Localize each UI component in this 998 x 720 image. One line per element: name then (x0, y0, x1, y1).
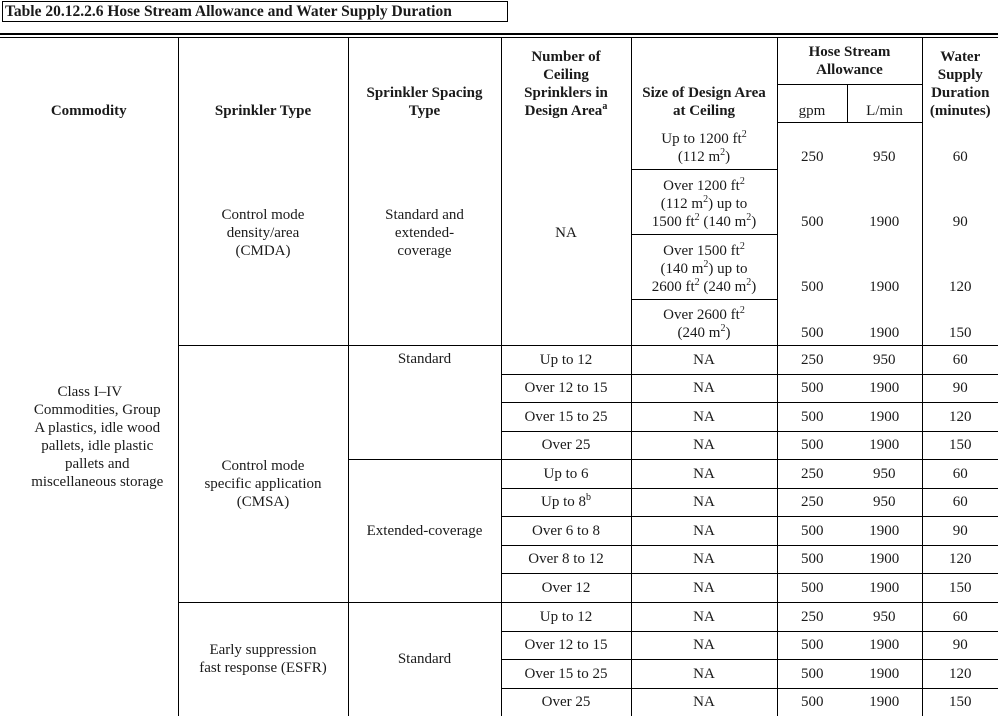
gpm-cell: 500 (777, 374, 847, 402)
num-sprinklers-cell: Up to 6 (501, 459, 631, 488)
gpm-cell: 500 (777, 659, 847, 688)
num-sprinklers-cell: Over 15 to 25 (501, 659, 631, 688)
duration-cell: 60 (922, 459, 998, 488)
col-header-gpm: gpm (777, 84, 847, 122)
gpm-cell: 250 (777, 602, 847, 631)
gpm-cell: 500 (777, 545, 847, 573)
gpm-cell: 500 (777, 573, 847, 602)
num-sprinklers-cell: Over 6 to 8 (501, 516, 631, 545)
design-area-cell: NA (631, 659, 777, 688)
num-sprinklers-cell: Over 25 (501, 431, 631, 459)
col-header-sprinkler-type: Sprinkler Type (178, 38, 348, 122)
duration-cell: 90 (922, 516, 998, 545)
duration-cell: 90 (922, 631, 998, 659)
gpm-cell: 500 (777, 169, 847, 234)
lmin-cell: 950 (847, 488, 922, 516)
duration-cell: 60 (922, 345, 998, 374)
sprinkler-type-esfr: Early suppression fast response (ESFR) (178, 602, 348, 716)
duration-cell: 90 (922, 374, 998, 402)
design-area-cell: Over 2600 $ft^2$ (240 $m^2$) (631, 299, 777, 345)
num-sprinklers-cell: Over 12 to 15 (501, 631, 631, 659)
hose-stream-table (0, 38, 998, 716)
lmin-cell: 1900 (847, 659, 922, 688)
col-header-spacing-type: Sprinkler Spacing Type (348, 38, 501, 122)
gpm-cell: 500 (777, 516, 847, 545)
duration-cell: 60 (922, 122, 998, 169)
gpm-cell: 500 (777, 688, 847, 716)
col-header-design-area: Size of Design Area at Ceiling (631, 38, 777, 122)
design-area-cell: NA (631, 573, 777, 602)
gpm-cell: 250 (777, 345, 847, 374)
col-header-water-supply: Water Supply Duration (minutes) (922, 38, 998, 122)
design-area-cell: NA (631, 345, 777, 374)
lmin-cell: 1900 (869, 324, 900, 341)
gpm-cell: 500 (777, 402, 847, 431)
lmin-cell: 1900 (847, 631, 922, 659)
lmin-cell: 1900 (847, 688, 922, 716)
design-area-cell: Over 1500 $ft^2$ (140 $m^2$) up to 2600 $ft^2$ (240 $m^2$) (631, 234, 777, 299)
col-header-num-sprinklers: Number of Ceiling Sprinklers in Design Area$^a$ (501, 38, 631, 122)
duration-cell: 90 (922, 169, 998, 234)
design-area-cell: NA (631, 431, 777, 459)
gpm-cell: 500 (777, 631, 847, 659)
gpm-cell: 250 (777, 459, 847, 488)
lmin-cell: 950 (847, 602, 922, 631)
num-sprinklers-cell: Over 25 (501, 688, 631, 716)
lmin-cell: 1900 (847, 545, 922, 573)
col-header-hose-stream: Hose Stream Allowance (777, 38, 922, 84)
gpm-cell: 250 (777, 122, 847, 169)
design-area-cell: NA (631, 602, 777, 631)
lmin-cell: 1900 (847, 431, 922, 459)
num-sprinklers-cell: Over 15 to 25 (501, 402, 631, 431)
table-row (0, 122, 998, 169)
duration-cell: 150 (922, 299, 998, 345)
gpm-cell: 250 (777, 488, 847, 516)
gpm-cell: 500 (777, 431, 847, 459)
lmin-cell: 1900 (847, 516, 922, 545)
design-area-cell: Over 1200 $ft^2$ (112 $m^2$) up to 1500 $ft^2$ (140 $m^2$) (631, 169, 777, 234)
design-area-cell: NA (631, 688, 777, 716)
gpm-cell: 500 (777, 234, 847, 299)
num-sprinklers-cell: Over 12 to 15 (501, 374, 631, 402)
duration-cell: 60 (922, 602, 998, 631)
num-sprinklers-cell: Up to 12 (501, 602, 631, 631)
design-area-cell: NA (631, 631, 777, 659)
num-sprinklers-cell: Up to 8$^b$ (501, 488, 631, 516)
duration-cell: 120 (922, 659, 998, 688)
gpm-cell: 500 (777, 299, 847, 345)
table-title: Table 20.12.2.6 Hose Stream Allowance and Water Supply Duration (2, 1, 508, 22)
design-area-cell: Up to 1200 $ft^2$ (112 $m^2$) (631, 122, 777, 169)
design-area-cell: NA (631, 459, 777, 488)
spacing-cmsa-extended: Extended-coverage (348, 459, 501, 602)
duration-cell: 150 (922, 688, 998, 716)
sprinkler-type-cmsa: Control mode specific application (CMSA) (178, 345, 348, 602)
sprinkler-type-cmda: Control mode density/area (CMDA) (178, 122, 348, 345)
lmin-cell: 1900 (869, 214, 900, 230)
design-area-cell: NA (631, 545, 777, 573)
lmin-cell: 1900 (847, 573, 922, 602)
duration-cell: 120 (922, 234, 998, 299)
design-area-cell: NA (631, 374, 777, 402)
duration-cell: 150 (922, 431, 998, 459)
duration-cell: 60 (922, 488, 998, 516)
duration-cell: 120 (922, 402, 998, 431)
spacing-cmsa-standard: Standard (348, 345, 501, 459)
lmin-cell: 950 (847, 459, 922, 488)
design-area-cell: NA (631, 488, 777, 516)
spacing-esfr: Standard (348, 602, 501, 716)
design-area-cell: NA (631, 516, 777, 545)
num-sprinklers-cell: Over 12 (501, 573, 631, 602)
commodity-cell: Class I–IV Commodities, Group A plastics, idle wood pallets, idle plastic pallets and miscellaneous storage (31, 384, 164, 490)
num-sprinklers-cell: Up to 12 (501, 345, 631, 374)
lmin-cell: 1900 (847, 374, 922, 402)
duration-cell: 150 (922, 573, 998, 602)
duration-cell: 120 (922, 545, 998, 573)
design-area-cell: NA (631, 402, 777, 431)
num-sprinklers-cmda: NA (501, 122, 631, 345)
lmin-cell: 1900 (869, 279, 900, 295)
num-sprinklers-cell: Over 8 to 12 (501, 545, 631, 573)
lmin-cell: 950 (847, 345, 922, 374)
lmin-cell: 950 (873, 149, 896, 165)
col-header-lmin: L/min (847, 84, 922, 122)
spacing-cmda: Standard and extended- coverage (348, 122, 501, 345)
col-header-commodity: Commodity (50, 103, 127, 119)
lmin-cell: 1900 (847, 402, 922, 431)
header-rule-thick (0, 33, 998, 35)
